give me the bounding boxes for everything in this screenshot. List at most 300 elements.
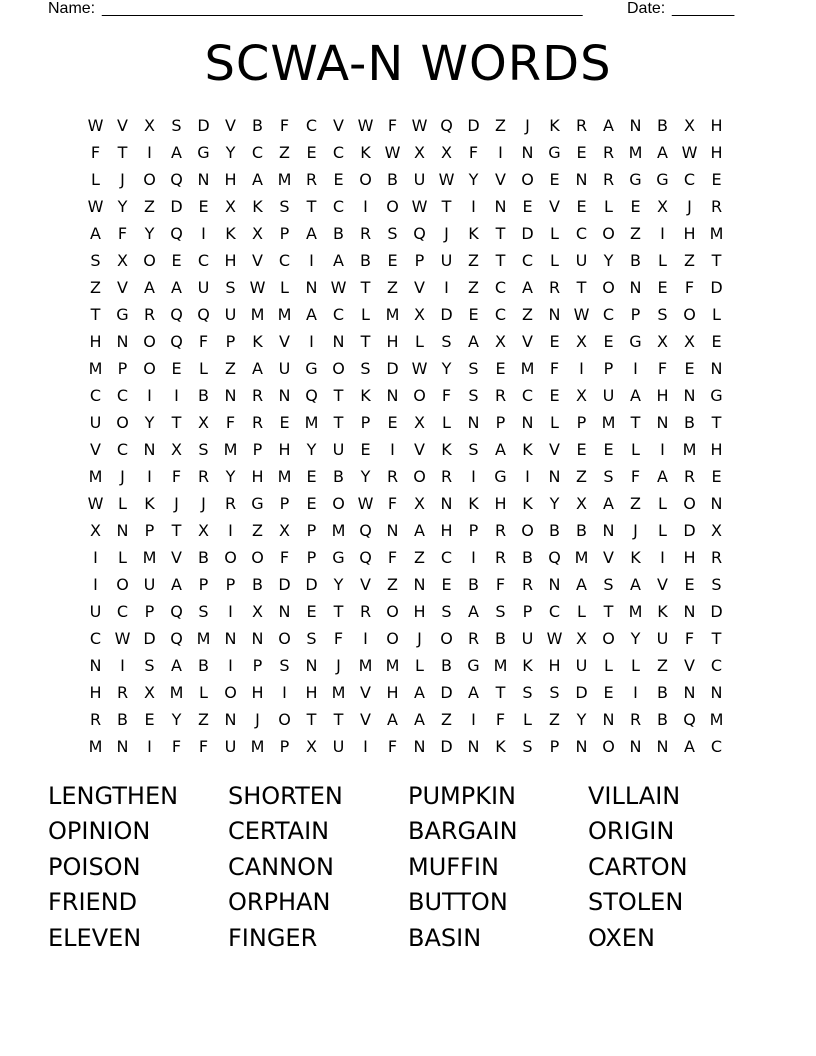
grid-letter: C	[440, 548, 453, 567]
grid-letter: Z	[225, 359, 236, 378]
grid-letter: M	[88, 467, 103, 486]
grid-letter: Y	[603, 251, 614, 270]
grid-letter: E	[198, 197, 209, 216]
grid-letter: O	[278, 629, 291, 648]
grid-letter: R	[197, 467, 210, 486]
grid-letter: S	[441, 332, 452, 351]
grid-letter: R	[251, 413, 264, 432]
grid-letter: U	[413, 170, 426, 189]
grid-letter: F	[198, 737, 209, 756]
grid-letter: B	[387, 170, 398, 189]
word-bank-item: FRIEND	[48, 888, 138, 917]
grid-letter: P	[576, 413, 587, 432]
grid-letter: G	[548, 143, 561, 162]
grid-letter: S	[198, 440, 209, 459]
grid-letter: X	[684, 116, 695, 135]
grid-letter: H	[683, 548, 696, 567]
grid-letter: T	[306, 710, 317, 729]
grid-letter: N	[305, 278, 318, 297]
grid-letter: O	[332, 359, 345, 378]
grid-letter: Q	[170, 170, 183, 189]
grid-letter: X	[414, 143, 425, 162]
grid-row	[82, 490, 730, 517]
grid-letter: C	[89, 629, 102, 648]
grid-letter: L	[118, 494, 127, 513]
word-bank-row	[48, 849, 768, 885]
name-line: ______________________________________________________	[102, 0, 583, 17]
grid-letter: M	[277, 305, 292, 324]
grid-letter: Z	[468, 278, 479, 297]
grid-letter: A	[630, 575, 641, 594]
grid-letter: R	[305, 170, 318, 189]
grid-letter: R	[602, 170, 615, 189]
grid-letter: T	[360, 278, 371, 297]
grid-letter: K	[252, 197, 263, 216]
grid-letter: I	[147, 143, 152, 162]
grid-letter: X	[576, 386, 587, 405]
grid-letter: B	[549, 521, 560, 540]
grid-letter: B	[657, 116, 668, 135]
grid-letter: P	[306, 521, 317, 540]
grid-letter: E	[549, 386, 560, 405]
grid-letter: A	[414, 683, 425, 702]
grid-row	[82, 193, 730, 220]
grid-letter: A	[630, 386, 641, 405]
grid-row	[82, 328, 730, 355]
grid-letter: A	[90, 224, 101, 243]
grid-letter: A	[576, 575, 587, 594]
grid-letter: K	[144, 494, 155, 513]
grid-letter: T	[495, 224, 506, 243]
grid-letter: X	[171, 440, 182, 459]
grid-letter: G	[629, 170, 642, 189]
grid-letter: S	[279, 656, 290, 675]
letter-grid	[82, 112, 730, 760]
grid-letter: Z	[576, 467, 587, 486]
grid-letter: E	[360, 440, 371, 459]
grid-letter: C	[116, 386, 129, 405]
grid-letter: H	[251, 467, 264, 486]
grid-letter: U	[440, 251, 453, 270]
grid-letter: X	[252, 602, 263, 621]
grid-letter: L	[199, 683, 208, 702]
grid-letter: T	[333, 710, 344, 729]
grid-letter: P	[252, 656, 263, 675]
grid-letter: L	[550, 413, 559, 432]
grid-letter: R	[710, 548, 723, 567]
grid-letter: H	[224, 170, 237, 189]
grid-letter: X	[576, 332, 587, 351]
grid-letter: C	[494, 278, 507, 297]
grid-letter: M	[331, 521, 346, 540]
grid-letter: L	[91, 170, 100, 189]
grid-letter: H	[251, 683, 264, 702]
grid-letter: I	[471, 467, 476, 486]
grid-letter: R	[494, 386, 507, 405]
grid-letter: U	[143, 575, 156, 594]
grid-letter: O	[440, 629, 453, 648]
grid-letter: N	[116, 332, 129, 351]
grid-letter: N	[683, 386, 696, 405]
grid-letter: C	[494, 305, 507, 324]
grid-letter: A	[144, 278, 155, 297]
grid-letter: I	[309, 251, 314, 270]
grid-letter: E	[171, 359, 182, 378]
grid-letter: N	[332, 332, 345, 351]
grid-letter: B	[522, 548, 533, 567]
grid-letter: G	[467, 656, 480, 675]
grid-letter: H	[224, 251, 237, 270]
grid-letter: X	[576, 494, 587, 513]
grid-letter: I	[147, 467, 152, 486]
grid-letter: N	[656, 737, 669, 756]
grid-letter: L	[361, 305, 370, 324]
grid-letter: N	[89, 656, 102, 675]
grid-letter: I	[660, 440, 665, 459]
grid-letter: R	[386, 467, 399, 486]
grid-letter: I	[93, 575, 98, 594]
grid-letter: X	[414, 413, 425, 432]
grid-letter: D	[197, 116, 210, 135]
grid-letter: S	[279, 197, 290, 216]
grid-letter: N	[413, 737, 426, 756]
grid-letter: L	[415, 656, 424, 675]
grid-letter: S	[603, 467, 614, 486]
grid-letter: M	[223, 440, 238, 459]
grid-letter: E	[306, 467, 317, 486]
grid-letter: N	[629, 116, 642, 135]
grid-letter: S	[522, 683, 533, 702]
grid-letter: Y	[306, 440, 317, 459]
grid-letter: M	[709, 224, 724, 243]
grid-letter: D	[575, 683, 588, 702]
grid-letter: I	[147, 737, 152, 756]
grid-letter: J	[201, 494, 206, 513]
grid-letter: H	[89, 683, 102, 702]
grid-letter: A	[333, 251, 344, 270]
word-bank-item: SHORTEN	[228, 781, 343, 810]
grid-letter: T	[711, 251, 722, 270]
grid-letter: N	[467, 413, 480, 432]
grid-letter: J	[687, 197, 692, 216]
grid-letter: U	[278, 359, 291, 378]
grid-letter: R	[251, 386, 264, 405]
grid-letter: G	[116, 305, 129, 324]
word-bank-item: PUMPKIN	[408, 781, 516, 810]
grid-letter: X	[657, 332, 668, 351]
grid-letter: Y	[117, 197, 128, 216]
grid-letter: U	[575, 251, 588, 270]
grid-letter: F	[684, 278, 695, 297]
grid-row	[82, 355, 730, 382]
grid-row	[82, 301, 730, 328]
grid-letter: O	[143, 251, 156, 270]
grid-letter: W	[114, 629, 131, 648]
grid-row	[82, 625, 730, 652]
grid-letter: E	[711, 170, 722, 189]
grid-letter: T	[171, 521, 182, 540]
date-label: Date:	[627, 0, 666, 17]
grid-letter: V	[360, 710, 371, 729]
grid-letter: L	[631, 440, 640, 459]
grid-letter: D	[521, 224, 534, 243]
grid-letter: L	[631, 656, 640, 675]
grid-letter: T	[90, 305, 101, 324]
grid-letter: A	[657, 143, 668, 162]
grid-letter: I	[363, 737, 368, 756]
grid-letter: T	[117, 143, 128, 162]
grid-letter: E	[684, 575, 695, 594]
grid-letter: K	[441, 440, 452, 459]
grid-row	[82, 166, 730, 193]
grid-letter: N	[305, 656, 318, 675]
grid-letter: M	[331, 683, 346, 702]
grid-letter: W	[384, 143, 401, 162]
grid-row	[82, 247, 730, 274]
grid-letter: X	[198, 521, 209, 540]
grid-letter: Z	[279, 143, 290, 162]
grid-letter: H	[386, 683, 399, 702]
grid-letter: F	[387, 737, 398, 756]
grid-letter: L	[118, 548, 127, 567]
grid-letter: I	[471, 548, 476, 567]
grid-letter: B	[657, 710, 668, 729]
grid-letter: Q	[683, 710, 696, 729]
grid-letter: B	[198, 386, 209, 405]
grid-letter: K	[360, 143, 371, 162]
grid-letter: F	[279, 116, 290, 135]
grid-letter: W	[357, 494, 374, 513]
grid-letter: R	[359, 602, 372, 621]
word-bank-row	[48, 778, 768, 814]
grid-letter: V	[603, 548, 614, 567]
grid-letter: I	[228, 656, 233, 675]
grid-letter: F	[198, 332, 209, 351]
grid-letter: C	[521, 386, 534, 405]
word-bank-item: BARGAIN	[408, 817, 518, 846]
grid-letter: E	[306, 494, 317, 513]
grid-letter: N	[656, 413, 669, 432]
grid-letter: B	[198, 548, 209, 567]
grid-row	[82, 382, 730, 409]
grid-letter: F	[684, 629, 695, 648]
grid-letter: N	[629, 737, 642, 756]
grid-letter: V	[279, 332, 290, 351]
grid-letter: O	[251, 548, 264, 567]
grid-letter: E	[603, 440, 614, 459]
grid-letter: D	[170, 197, 183, 216]
grid-letter: L	[199, 359, 208, 378]
grid-letter: S	[198, 602, 209, 621]
grid-letter: V	[360, 683, 371, 702]
grid-letter: S	[495, 602, 506, 621]
grid-letter: B	[198, 656, 209, 675]
grid-letter: O	[521, 170, 534, 189]
grid-letter: D	[143, 629, 156, 648]
grid-row	[82, 274, 730, 301]
grid-letter: L	[442, 413, 451, 432]
grid-letter: F	[225, 413, 236, 432]
grid-letter: X	[711, 521, 722, 540]
grid-letter: M	[169, 683, 184, 702]
grid-letter: T	[333, 413, 344, 432]
grid-letter: X	[198, 413, 209, 432]
grid-letter: Z	[441, 710, 452, 729]
grid-letter: T	[576, 278, 587, 297]
grid-letter: T	[495, 683, 506, 702]
grid-letter: E	[171, 251, 182, 270]
grid-letter: P	[279, 224, 290, 243]
grid-letter: F	[441, 386, 452, 405]
grid-letter: I	[309, 332, 314, 351]
grid-letter: Q	[305, 386, 318, 405]
grid-letter: B	[468, 575, 479, 594]
grid-letter: C	[548, 602, 561, 621]
grid-letter: G	[494, 467, 507, 486]
grid-letter: B	[657, 683, 668, 702]
grid-letter: B	[333, 467, 344, 486]
grid-letter: E	[279, 413, 290, 432]
grid-letter: V	[225, 116, 236, 135]
grid-letter: M	[601, 413, 616, 432]
grid-letter: R	[602, 143, 615, 162]
grid-letter: A	[171, 656, 182, 675]
grid-letter: O	[602, 224, 615, 243]
grid-letter: D	[440, 737, 453, 756]
grid-letter: Z	[495, 116, 506, 135]
grid-letter: M	[142, 548, 157, 567]
grid-letter: M	[250, 737, 265, 756]
grid-letter: J	[444, 224, 449, 243]
grid-letter: H	[278, 440, 291, 459]
grid-letter: C	[305, 116, 318, 135]
grid-letter: E	[576, 197, 587, 216]
grid-letter: N	[575, 170, 588, 189]
grid-letter: H	[386, 332, 399, 351]
grid-letter: X	[657, 197, 668, 216]
grid-letter: N	[521, 413, 534, 432]
grid-letter: R	[683, 467, 696, 486]
grid-letter: E	[711, 332, 722, 351]
word-bank-item: LENGTHEN	[48, 781, 179, 810]
grid-letter: A	[522, 278, 533, 297]
grid-letter: S	[468, 386, 479, 405]
grid-letter: U	[575, 656, 588, 675]
grid-letter: F	[495, 575, 506, 594]
grid-letter: P	[225, 332, 236, 351]
grid-letter: M	[709, 710, 724, 729]
grid-row	[82, 220, 730, 247]
grid-letter: C	[683, 170, 696, 189]
grid-letter: U	[224, 737, 237, 756]
grid-letter: C	[89, 386, 102, 405]
grid-letter: A	[468, 602, 479, 621]
grid-letter: Q	[413, 224, 426, 243]
grid-letter: L	[604, 656, 613, 675]
grid-letter: E	[387, 413, 398, 432]
grid-letter: M	[88, 737, 103, 756]
grid-letter: I	[228, 521, 233, 540]
grid-letter: F	[171, 737, 182, 756]
grid-letter: O	[413, 386, 426, 405]
grid-letter: N	[224, 386, 237, 405]
grid-letter: Z	[198, 710, 209, 729]
grid-letter: D	[305, 575, 318, 594]
grid-letter: J	[255, 710, 260, 729]
grid-letter: Y	[333, 575, 344, 594]
grid-letter: V	[333, 116, 344, 135]
grid-letter: M	[196, 629, 211, 648]
grid-letter: N	[197, 170, 210, 189]
grid-letter: H	[710, 440, 723, 459]
grid-letter: Y	[441, 359, 452, 378]
grid-letter: N	[116, 737, 129, 756]
grid-letter: J	[336, 656, 341, 675]
grid-letter: E	[630, 197, 641, 216]
grid-letter: Q	[170, 629, 183, 648]
word-bank-item: CERTAIN	[228, 817, 330, 846]
grid-letter: M	[520, 359, 535, 378]
grid-letter: S	[225, 278, 236, 297]
grid-letter: Q	[170, 602, 183, 621]
grid-letter: A	[171, 575, 182, 594]
grid-letter: V	[252, 251, 263, 270]
grid-letter: F	[549, 359, 560, 378]
grid-letter: O	[521, 521, 534, 540]
grid-letter: M	[358, 656, 373, 675]
grid-letter: O	[278, 710, 291, 729]
grid-letter: H	[656, 386, 669, 405]
grid-letter: K	[495, 737, 506, 756]
grid-letter: A	[657, 467, 668, 486]
grid-letter: N	[602, 710, 615, 729]
grid-letter: D	[467, 116, 480, 135]
grid-letter: N	[548, 575, 561, 594]
page-title: SCWA-N WORDS	[204, 36, 612, 92]
grid-letter: E	[306, 602, 317, 621]
grid-letter: E	[387, 251, 398, 270]
grid-letter: F	[387, 116, 398, 135]
grid-letter: C	[521, 251, 534, 270]
grid-letter: V	[657, 575, 668, 594]
grid-letter: W	[546, 629, 563, 648]
grid-letter: L	[550, 251, 559, 270]
grid-letter: P	[468, 521, 479, 540]
grid-letter: M	[628, 143, 643, 162]
grid-letter: I	[174, 386, 179, 405]
grid-letter: K	[468, 494, 479, 513]
grid-letter: G	[629, 332, 642, 351]
grid-letter: K	[360, 386, 371, 405]
grid-letter: S	[711, 575, 722, 594]
grid-letter: S	[360, 359, 371, 378]
grid-letter: N	[413, 575, 426, 594]
grid-letter: N	[278, 386, 291, 405]
grid-letter: E	[684, 359, 695, 378]
grid-row	[82, 733, 730, 760]
grid-letter: P	[144, 602, 155, 621]
grid-letter: F	[468, 143, 479, 162]
grid-letter: W	[411, 197, 428, 216]
grid-letter: W	[87, 116, 104, 135]
grid-letter: F	[657, 359, 668, 378]
grid-letter: H	[548, 656, 561, 675]
grid-letter: R	[467, 629, 480, 648]
grid-letter: W	[357, 116, 374, 135]
grid-letter: P	[144, 521, 155, 540]
grid-letter: Z	[387, 278, 398, 297]
grid-letter: N	[494, 197, 507, 216]
